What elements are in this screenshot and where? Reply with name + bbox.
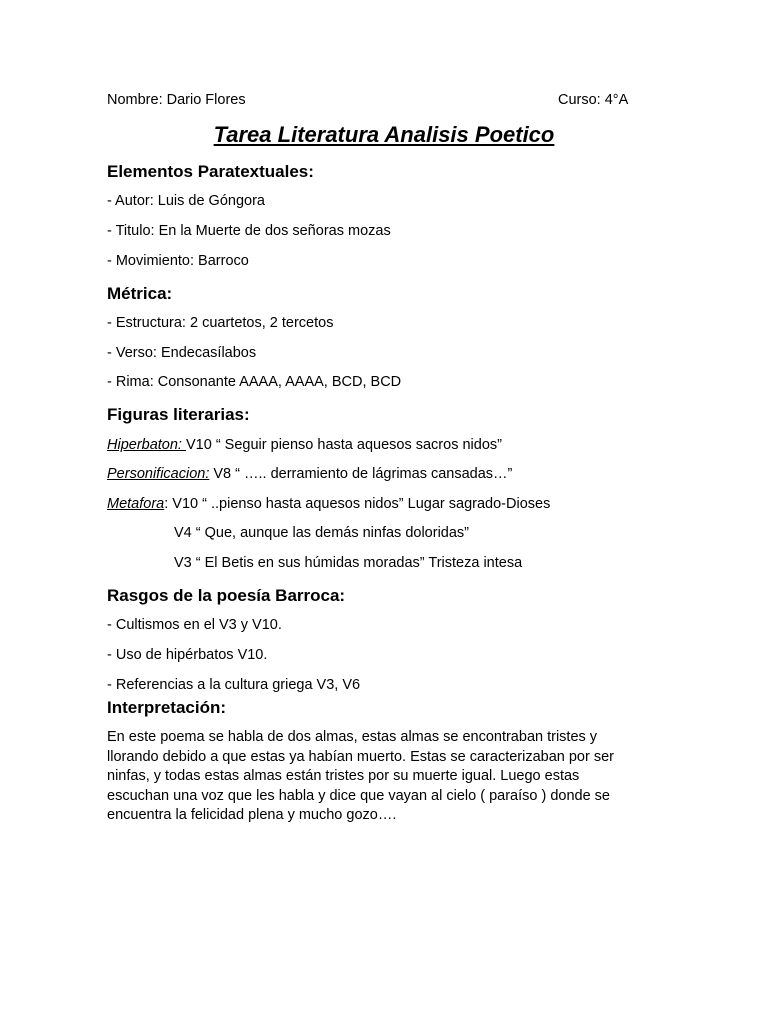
rasgos-item-referencias: - Referencias a la cultura griega V3, V6 bbox=[107, 677, 361, 693]
metrica-item-estructura: - Estructura: 2 cuartetos, 2 tercetos bbox=[107, 315, 334, 331]
course-label: Curso: 4°A bbox=[558, 92, 629, 108]
metrica-item-verso: - Verso: Endecasílabos bbox=[107, 345, 257, 361]
interpretacion-heading: Interpretación: bbox=[107, 698, 227, 717]
metrica-item-rima: - Rima: Consonante AAAA, AAAA, BCD, BCD bbox=[107, 374, 402, 390]
metafora-text: : V10 “ ..pienso hasta aquesos nidos” Lugar sagrado-Dioses bbox=[164, 496, 551, 512]
personificacion-label: Personificacion: bbox=[107, 466, 210, 482]
metafora-label: Metafora bbox=[107, 496, 165, 512]
hiperbaton-text: V10 “ Seguir pienso hasta aquesos sacros nidos” bbox=[186, 437, 502, 453]
metafora-v3: V3 “ El Betis en sus húmidas moradas” Tristeza intesa bbox=[174, 555, 523, 571]
rasgos-heading: Rasgos de la poesía Barroca: bbox=[107, 586, 346, 605]
figuras-heading: Figuras literarias: bbox=[107, 405, 250, 424]
metrica-heading: Métrica: bbox=[107, 284, 173, 303]
document-title: Tarea Literatura Analisis Poetico bbox=[213, 122, 555, 147]
hiperbaton-label: Hiperbaton: bbox=[107, 437, 186, 453]
interpretacion-line: ninfas, y todas estas almas están tristes por su muerte igual. Luego estas bbox=[107, 768, 580, 784]
interpretacion-line: escuchan una voz que les habla y dice que vayan al cielo ( paraíso ) donde se bbox=[107, 787, 610, 804]
student-name: Nombre: Dario Flores bbox=[107, 92, 246, 108]
interpretacion-paragraph bbox=[107, 728, 647, 826]
interpretacion-line: llorando debido a que estas ya habían muerto. Estas se caracterizaban por ser bbox=[107, 748, 614, 765]
paratextual-item-autor: - Autor: Luis de Góngora bbox=[107, 193, 265, 209]
paratextuales-heading: Elementos Paratextuales: bbox=[107, 162, 314, 181]
figura-personificacion bbox=[107, 466, 512, 483]
metafora-v4: V4 “ Que, aunque las demás ninfas doloridas” bbox=[174, 525, 470, 541]
figura-metafora bbox=[107, 496, 550, 513]
paratextual-item-movimiento: - Movimiento: Barroco bbox=[107, 253, 249, 269]
figura-hiperbaton bbox=[107, 437, 502, 454]
personificacion-text: V8 “ ….. derramiento de lágrimas cansadas…” bbox=[209, 466, 513, 482]
interpretacion-line: En este poema se habla de dos almas, estas almas se encontraban tristes y bbox=[107, 729, 598, 745]
rasgos-item-cultismos: - Cultismos en el V3 y V10. bbox=[107, 617, 282, 633]
interpretacion-line: encuentra la felicidad plena y mucho gozo…. bbox=[107, 807, 397, 823]
rasgos-item-hiperbatos: - Uso de hipérbatos V10. bbox=[107, 647, 268, 663]
paratextual-item-titulo: - Titulo: En la Muerte de dos señoras mozas bbox=[107, 223, 391, 239]
